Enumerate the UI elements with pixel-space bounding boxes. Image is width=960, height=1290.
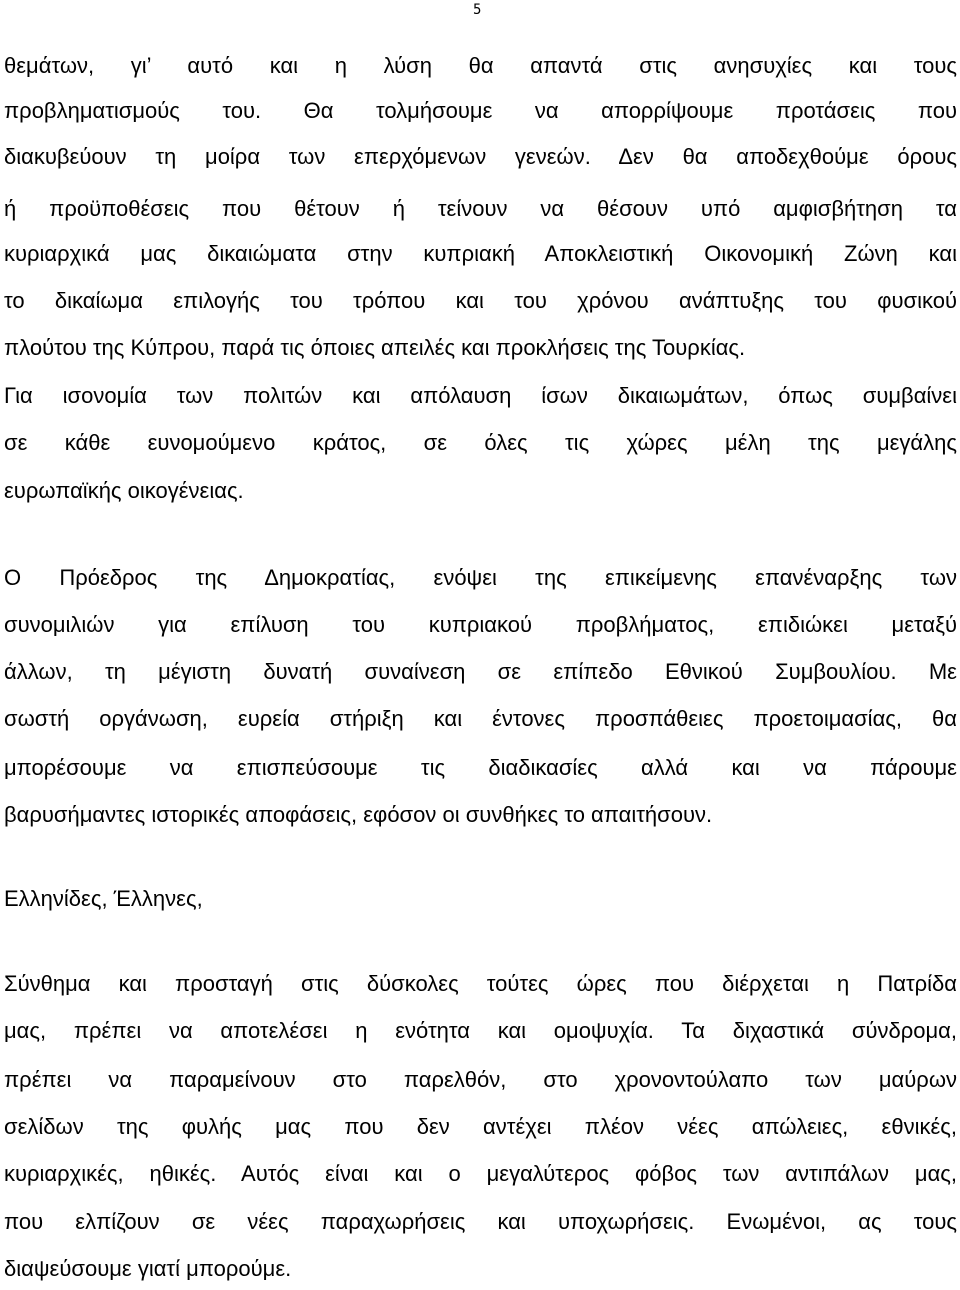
text-line: άλλων, τη μέγιστη δυνατή συναίνεση σε επίπεδο Εθνικού Συμβουλίου. Με (4, 659, 957, 684)
text-line: μας, πρέπει να αποτελέσει η ενότητα και ομοψυχία. Τα διχαστικά σύνδρομα, (4, 1018, 957, 1043)
page-number: 5 (473, 2, 482, 18)
text-line: ευρωπαϊκής οικογένειας. (4, 478, 244, 503)
text-line: διαψεύσουμε γιατί μπορούμε. (4, 1256, 292, 1281)
text-line: θεμάτων, γι’ αυτό και η λύση θα απαντά στις ανησυχίες και τους (4, 53, 957, 78)
text-line: προβληματισμούς του. Θα τολμήσουμε να απορρίψουμε προτάσεις που (4, 98, 957, 123)
text-line: κυριαρχικά μας δικαιώματα στην κυπριακή Αποκλειστική Οικονομική Ζώνη και (4, 241, 957, 266)
text-line: Σύνθημα και προσταγή στις δύσκολες τούτες ώρες που διέρχεται η Πατρίδα (4, 971, 957, 996)
text-line: μπορέσουμε να επισπεύσουμε τις διαδικασίες αλλά και να πάρουμε (4, 755, 957, 780)
text-line: που ελπίζουν σε νέες παραχωρήσεις και υποχωρήσεις. Ενωμένοι, ας τους (4, 1209, 957, 1234)
text-line: το δικαίωμα επιλογής του τρόπου και του χρόνου ανάπτυξης του φυσικού (4, 288, 957, 313)
text-line: Ο Πρόεδρος της Δημοκρατίας, ενόψει της επικείμενης επανέναρξης των (4, 565, 957, 590)
text-line: σελίδων της φυλής μας που δεν αντέχει πλέον νέες απώλειες, εθνικές, (4, 1114, 957, 1139)
salutation: Ελληνίδες, Έλληνες, (4, 886, 203, 911)
text-line: ή προϋποθέσεις που θέτουν ή τείνουν να θέσουν υπό αμφισβήτηση τα (4, 196, 957, 221)
text-line: διακυβεύουν τη μοίρα των επερχόμενων γενεών. Δεν θα αποδεχθούμε όρους (4, 144, 957, 169)
text-line: Για ισονομία των πολιτών και απόλαυση ίσων δικαιωμάτων, όπως συμβαίνει (4, 383, 957, 408)
text-line: σε κάθε ευνομούμενο κράτος, σε όλες τις χώρες μέλη της μεγάλης (4, 430, 957, 455)
text-line: σωστή οργάνωση, ευρεία στήριξη και έντονες προσπάθειες προετοιμασίας, θα (4, 706, 957, 731)
text-line: βαρυσήμαντες ιστορικές αποφάσεις, εφόσον οι συνθήκες το απαιτήσουν. (4, 802, 713, 827)
text-line: πλούτου της Κύπρου, παρά τις όποιες απειλές και προκλήσεις της Τουρκίας. (4, 335, 746, 360)
text-line: συνομιλιών για επίλυση του κυπριακού προβλήματος, επιδιώκει μεταξύ (4, 612, 957, 637)
text-line: κυριαρχικές, ηθικές. Αυτός είναι και ο μεγαλύτερος φόβος των αντιπάλων μας, (4, 1161, 957, 1186)
text-line: πρέπει να παραμείνουν στο παρελθόν, στο χρονοντούλαπο των μαύρων (4, 1067, 957, 1092)
